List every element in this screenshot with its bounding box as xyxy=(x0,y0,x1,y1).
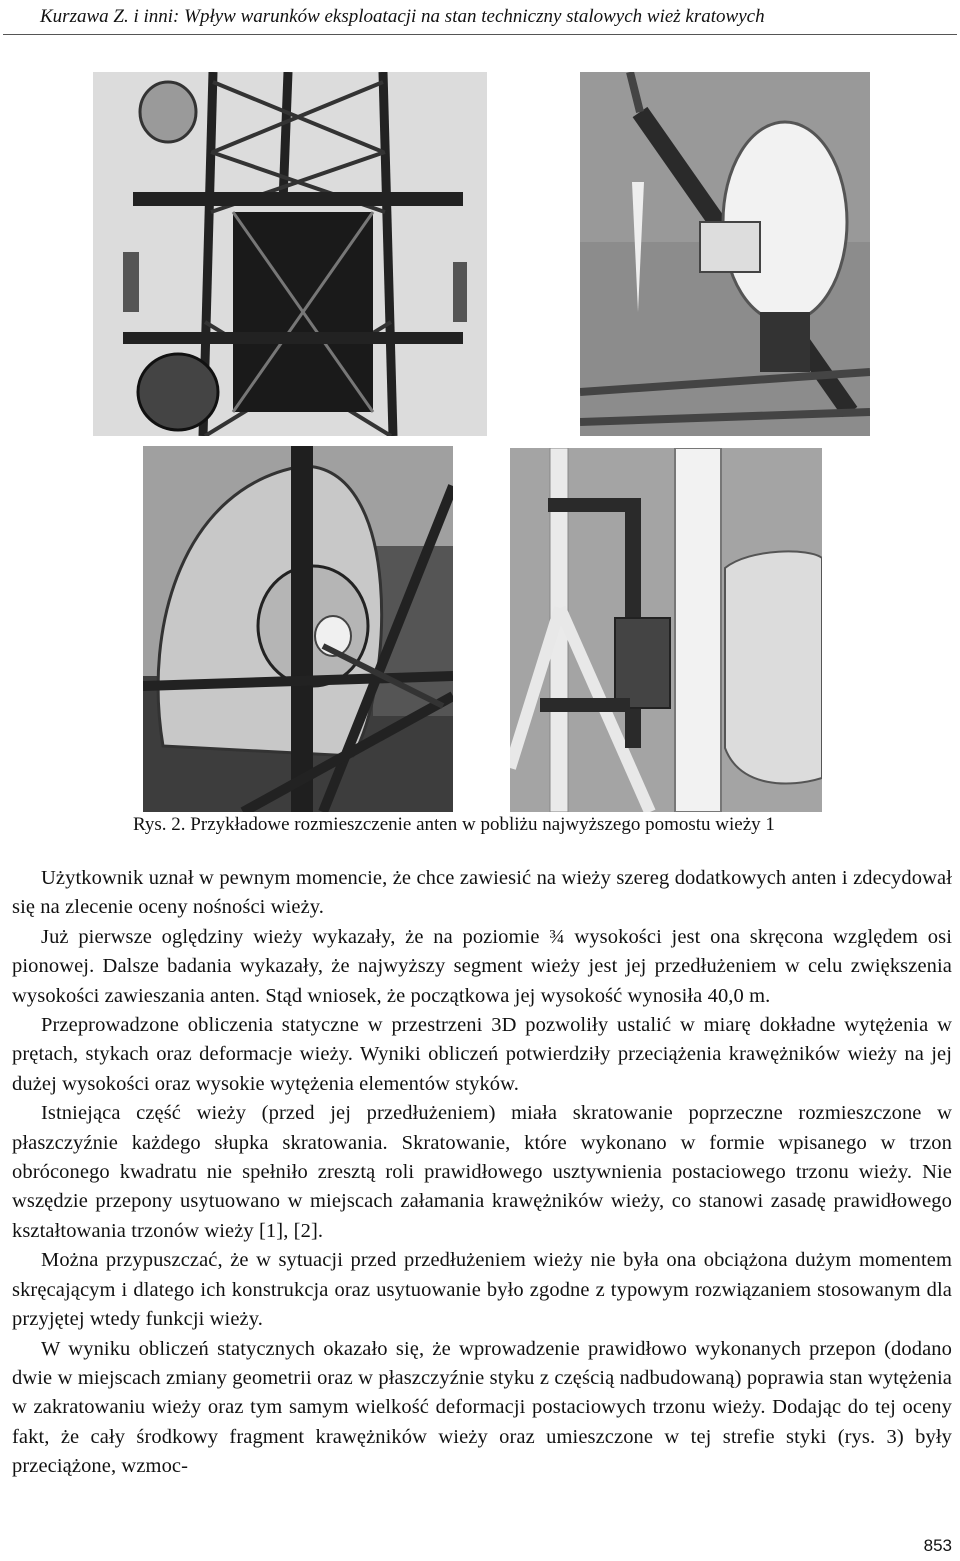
page-number: 853 xyxy=(923,1536,952,1555)
paragraph: W wyniku obliczeń statycznych okazało się, że wprowadzenie prawidłowo wykonanych przepon (dodano dwie w miejscach zmiany geometrii oraz w płaszczyźnie styku z częścią nadbudowaną) poprawia stan wytężenia w zakratowaniu wieży oraz tym samym wielkość deformacji postaciowych trzonu wieży. Dodając do tej oceny fakt, że cały środkowy fragment krawężników wieży oraz umieszczone w tej strefie styki (rys. 3) były przeciążone, wzmoc- xyxy=(12,1337,952,1478)
paragraph: Przeprowadzone obliczenia statyczne w przestrzeni 3D pozwoliły ustalić w miarę dokładne wytężenia w prętach, stykach oraz deformacje wieży. Wyniki obliczeń potwierdziły przeciążenia krawężników wieży na jej dużej wysokości oraz wysokie wytężenia elementów styków. xyxy=(12,1014,952,1095)
header-divider xyxy=(3,34,957,35)
photo-dish-mount xyxy=(580,72,870,436)
paragraph: Można przypuszczać, że w sytuacji przed przedłużeniem wieży nie była ona obciążona dużym momentem skręcającym i dlatego ich konstrukcja oraz usytuowanie było zgodne z typowym rozwiązaniem stosowanym dla przyjętej wtedy funkcji wieży. xyxy=(12,1249,952,1331)
paragraph: Użytkownik uznał w pewnym momencie, że chce zawiesić na wieży szereg dodatkowych anten i zdecydował się na zlecenie oceny nośności wieży. xyxy=(12,867,952,919)
photo-large-dish xyxy=(143,446,453,812)
photo-pole-antenna xyxy=(510,448,822,812)
figure-caption: Rys. 2. Przykładowe rozmieszczenie anten w pobliżu najwyższego pomostu wieży 1 xyxy=(133,814,775,835)
paragraph: Istniejąca część wieży (przed jej przedłużeniem) miała skratowanie poprzeczne rozmieszczone w płaszczyźnie każdego słupka skratowania. Skratowanie, które wykonano w formie wpisanego w trzon obróconego kwadratu nie spełniło zresztą roli prawidłowego usztywnienia postaciowego trzonu wieży. Nie wszędzie przepony usytuowano w miejscach załamania krawężników wieży, co stanowi zasadę prawidłowego kształtowania trzonów wieży [1], [2]. xyxy=(12,1102,952,1242)
photo-tower-platform xyxy=(93,72,487,436)
running-header: Kurzawa Z. i inni: Wpływ warunków eksploatacji na stan techniczny stalowych wież kratowych xyxy=(40,6,765,27)
paragraph: Już pierwsze oględziny wieży wykazały, że na poziomie ¾ wysokości jest ona skręcona względem osi pionowej. Dalsze badania wykazały, że najwyższy segment wieży jest jej przedłużeniem w celu zwiększenia wysokości zawieszania anten. Stąd wniosek, że początkowa jej wysokość wynosiła 40,0 m. xyxy=(12,925,952,1007)
body-text xyxy=(12,864,952,1482)
